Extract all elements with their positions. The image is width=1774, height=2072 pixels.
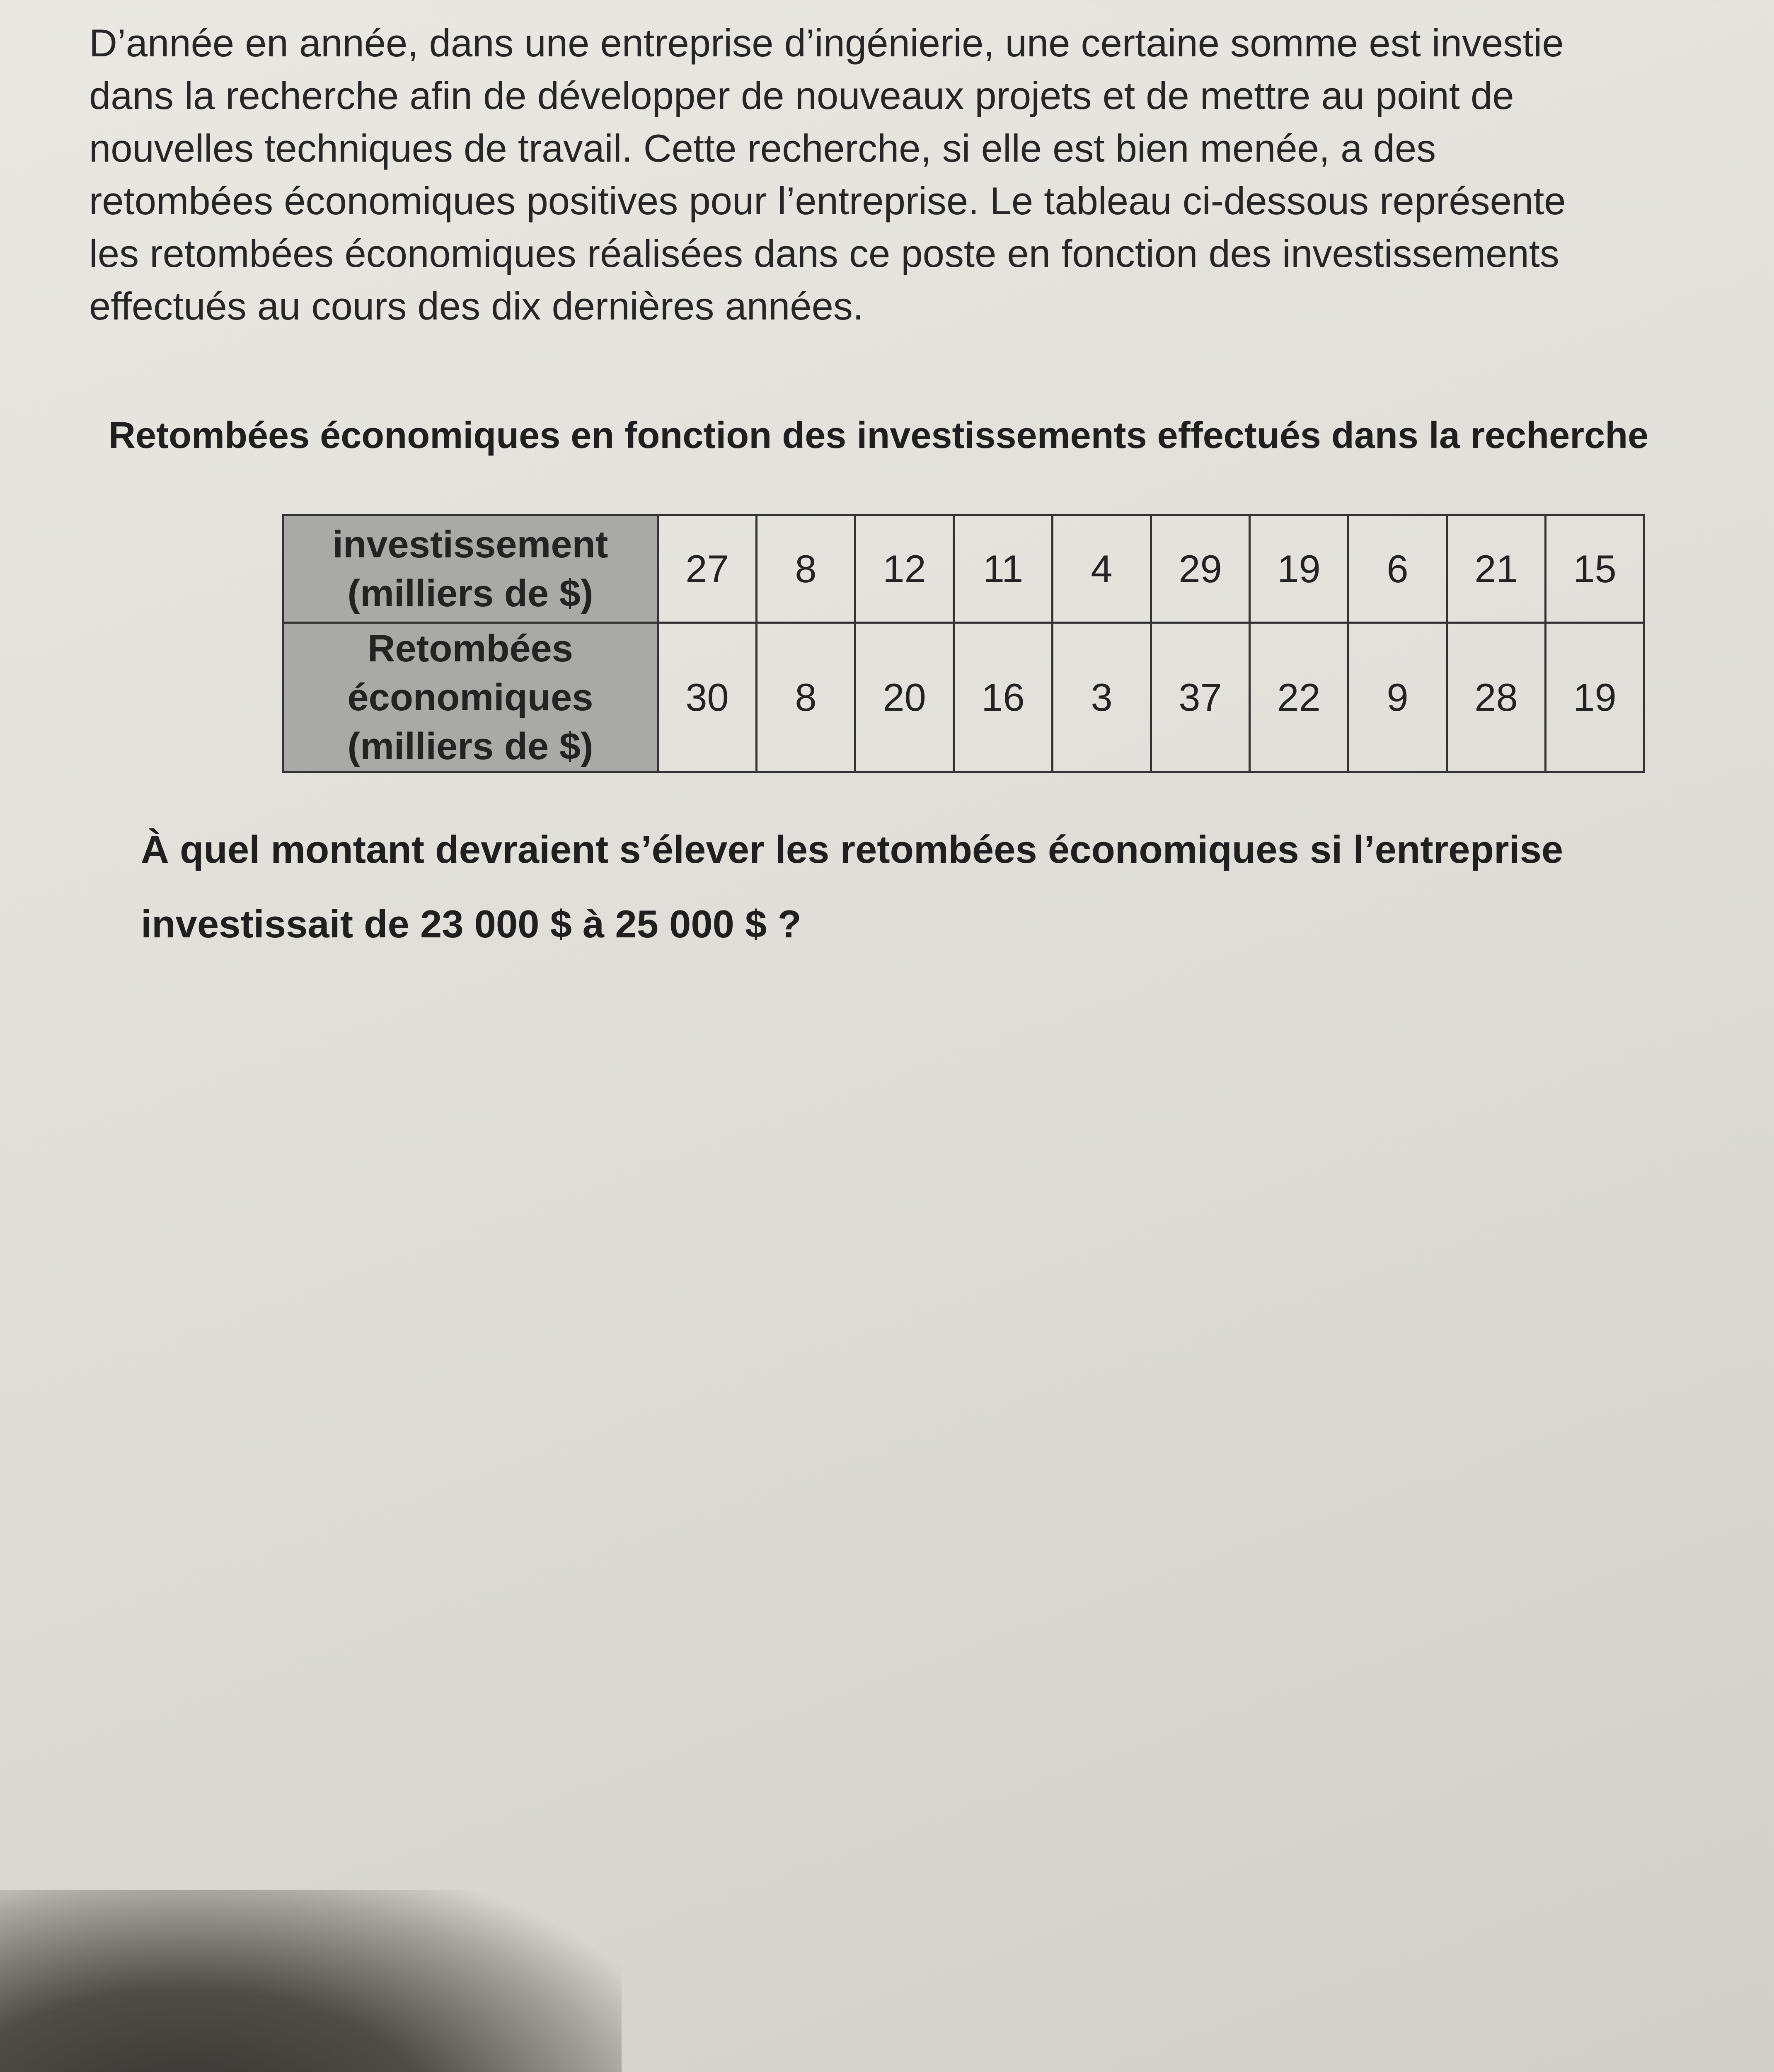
cell-investissement: 19 (1250, 515, 1348, 623)
cell-retombees: 20 (855, 623, 954, 772)
cell-retombees: 30 (658, 623, 757, 772)
cell-investissement: 15 (1546, 515, 1644, 623)
cell-retombees: 9 (1348, 623, 1447, 772)
hand-shadow (0, 1890, 622, 2072)
cell-retombees: 28 (1447, 623, 1546, 772)
cell-investissement: 11 (954, 515, 1053, 623)
table-row-retombees (283, 623, 1644, 772)
cell-retombees: 19 (1546, 623, 1644, 772)
cell-investissement: 21 (1447, 515, 1546, 623)
cell-retombees: 22 (1250, 623, 1348, 772)
cell-investissement: 4 (1053, 515, 1151, 623)
cell-investissement: 27 (658, 515, 757, 623)
cell-retombees: 8 (757, 623, 855, 772)
question-line-1: À quel montant devraient s’élever les retombées économiques si l’entreprise (141, 828, 1563, 871)
cell-retombees: 3 (1053, 623, 1151, 772)
cell-investissement: 29 (1151, 515, 1250, 623)
row-header-retombees: Retombées économiques (milliers de $) (283, 623, 658, 772)
cell-investissement: 12 (855, 515, 954, 623)
row-header-investissement: investissement (milliers de $) (283, 515, 658, 623)
table-title: Retombées économiques en fonction des investissements effectués dans la recherche (109, 415, 1649, 456)
table-row-investissement (283, 515, 1644, 623)
intro-paragraph: D’année en année, dans une entreprise d’ingénierie, une certaine somme est investie dans la recherche afin de développer de nouveaux projets et de mettre au point de nouvelles techniques de travail. Cette recherche, si elle est bien menée, a des retombées économiques positives pour l’entreprise. Le tableau ci-dessous représente les retombées économiques réalisées dans ce poste en fonction des investissements effectués au cours des dix dernières années. (89, 21, 1566, 328)
question-line-2: investissait de 23 000 $ à 25 000 $ ? (141, 902, 801, 946)
data-table (282, 514, 1645, 773)
cell-retombees: 16 (954, 623, 1053, 772)
cell-investissement: 6 (1348, 515, 1447, 623)
question-text (141, 812, 1674, 961)
cell-investissement: 8 (757, 515, 855, 623)
cell-retombees: 37 (1151, 623, 1250, 772)
